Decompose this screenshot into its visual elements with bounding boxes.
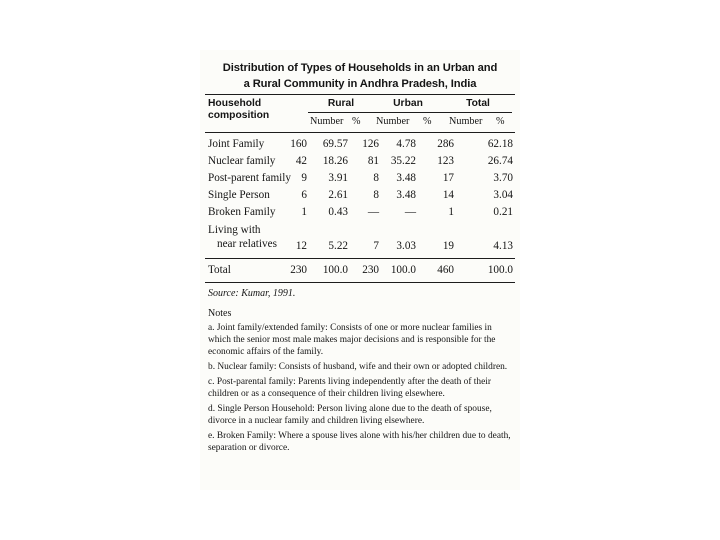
rural-pct: 0.43: [328, 206, 348, 218]
header-rule: [205, 132, 515, 133]
rural-number: 12: [295, 240, 307, 252]
urban-pct: 4.78: [396, 138, 416, 150]
rural-pct: 2.61: [328, 189, 348, 201]
note-item: a. Joint family/extended family: Consists of one or more nuclear families in which the senior most male makes major decisions and is responsible for the economic affairs of the family.: [208, 323, 496, 357]
rural-number: 9: [301, 172, 307, 184]
urban-pct: 3.48: [396, 172, 416, 184]
total-rule: [205, 258, 515, 259]
total-number: 1: [448, 206, 454, 218]
note-item: c. Post-parental family: Parents living independently after the death of their children or as a consequence of their children living elsewhere.: [208, 377, 491, 399]
note-item: d. Single Person Household: Person living alone due to the death of spouse, divorce in a nuclear family and children living elsewhere.: [208, 404, 492, 426]
group-header-urban: Urban: [393, 98, 423, 109]
top-rule: [205, 94, 515, 95]
row-label-line-1: Living with: [208, 224, 261, 236]
rural-number: 6: [301, 189, 307, 201]
table-row: [205, 172, 515, 186]
total-number: 286: [437, 138, 454, 150]
title-line-2: a Rural Community in Andhra Pradesh, India: [243, 78, 477, 90]
urban-pct: 35.22: [390, 155, 416, 167]
subheader-total-pct: %: [496, 116, 505, 127]
rural-pct: 69.57: [322, 138, 348, 150]
rural-number: 230: [290, 264, 307, 276]
table-row: [205, 224, 515, 254]
row-label: Post-parent family: [208, 172, 291, 184]
urban-pct: —: [404, 206, 416, 218]
total-number: 460: [437, 264, 454, 276]
urban-pct: 3.03: [396, 240, 416, 252]
row-label: Single Person: [208, 189, 270, 201]
total-number: 19: [442, 240, 454, 252]
group-header-total: Total: [466, 98, 490, 109]
rural-pct: 5.22: [328, 240, 348, 252]
bottom-rule: [205, 282, 515, 283]
table-row: [205, 206, 515, 220]
row-header-line-1: Household: [208, 98, 262, 109]
rural-pct: 3.91: [328, 172, 348, 184]
total-pct: 0.21: [493, 206, 513, 218]
total-pct: 100.0: [487, 264, 513, 276]
row-label: Nuclear family: [208, 155, 276, 167]
rural-pct: 18.26: [322, 155, 348, 167]
total-pct: 3.70: [493, 172, 513, 184]
total-pct: 3.04: [493, 189, 513, 201]
row-label-line-2: near relatives: [217, 238, 277, 250]
total-number: 14: [442, 189, 454, 201]
notes-section: [208, 308, 512, 457]
total-number: 123: [437, 155, 454, 167]
subheader-urban-pct: %: [423, 116, 432, 127]
rural-number: 160: [290, 138, 307, 150]
urban-number: 81: [367, 155, 379, 167]
urban-pct: 3.48: [396, 189, 416, 201]
urban-number: —: [367, 206, 379, 218]
rural-number: 42: [295, 155, 307, 167]
total-pct: 26.74: [487, 155, 513, 167]
row-header-line-2: composition: [208, 110, 270, 121]
group-underline: [308, 112, 512, 113]
total-pct: 4.13: [493, 240, 513, 252]
table-row: [205, 138, 515, 152]
subheader-rural-pct: %: [352, 116, 361, 127]
row-label: Joint Family: [208, 138, 265, 150]
urban-pct: 100.0: [390, 264, 416, 276]
row-label: Total: [208, 264, 231, 276]
table-row: [205, 189, 515, 203]
rural-number: 1: [301, 206, 307, 218]
urban-number: 126: [362, 138, 379, 150]
urban-number: 7: [373, 240, 379, 252]
row-label: Broken Family: [208, 206, 276, 218]
subheader-total-number: Number: [449, 116, 483, 127]
rural-pct: 100.0: [322, 264, 348, 276]
table-row: [205, 155, 515, 169]
total-number: 17: [442, 172, 454, 184]
scanned-table-page: [200, 50, 520, 490]
title-line-1: Distribution of Types of Households in an Urban and: [222, 62, 498, 74]
total-row: [205, 264, 515, 278]
total-pct: 62.18: [487, 138, 513, 150]
subheader-rural-number: Number: [310, 116, 344, 127]
urban-number: 8: [373, 189, 379, 201]
notes-heading: Notes: [208, 308, 232, 319]
note-item: e. Broken Family: Where a spouse lives alone with his/her children due to death, separation or divorce.: [208, 431, 511, 453]
subheader-urban-number: Number: [376, 116, 410, 127]
row-header: [208, 98, 269, 122]
table-title: [200, 60, 520, 92]
group-header-rural: Rural: [327, 98, 355, 109]
note-item: b. Nuclear family: Consists of husband, wife and their own or adopted children.: [208, 362, 508, 372]
urban-number: 8: [373, 172, 379, 184]
source-note: Source: Kumar, 1991.: [208, 288, 296, 299]
urban-number: 230: [362, 264, 379, 276]
